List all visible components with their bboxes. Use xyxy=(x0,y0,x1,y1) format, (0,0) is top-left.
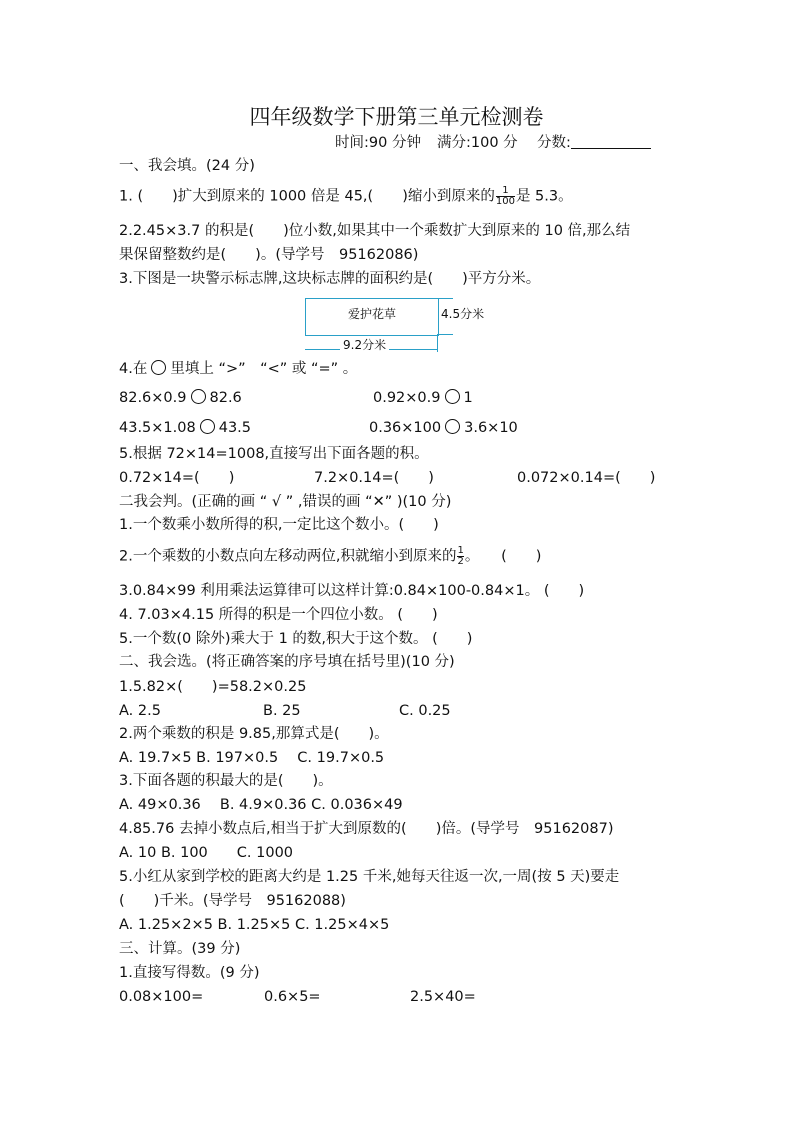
right-expr: 43.5 xyxy=(218,420,252,436)
s1-q3: 3.下图是一块警示标志牌,这块标志牌的面积约是( )平方分米。 xyxy=(119,271,541,287)
compare-item xyxy=(373,388,473,408)
s3-q2-options: A. 19.7×5 B. 197×0.5 C. 19.7×0.5 xyxy=(119,750,385,766)
denominator: 2 xyxy=(457,556,464,567)
tick xyxy=(437,336,438,352)
tick xyxy=(437,298,453,299)
section-2-heading: 二我会判。(正确的画 “ √ ” ,错误的画 “✕” )(10 分) xyxy=(119,494,452,510)
s2-q2 xyxy=(119,546,541,567)
calc-item: 0.08×100= xyxy=(119,989,204,1005)
section-4-heading: 三、计算。(39 分) xyxy=(119,941,241,957)
left-expr: 43.5×1.08 xyxy=(119,420,196,436)
score-label: 分数: xyxy=(537,135,571,151)
q5-item: 7.2×0.14=( ) xyxy=(314,470,434,486)
fraction xyxy=(496,186,515,207)
section-1-heading: 一、我会填。(24 分) xyxy=(119,158,255,174)
q5-item: 0.72×14=( ) xyxy=(119,470,235,486)
s3-q4: 4.85.76 去掉小数点后,相当于扩大到原数的( )倍。(导学号 95162087) xyxy=(119,821,614,837)
score-field xyxy=(537,133,651,153)
width-label: 9.2分米 xyxy=(340,336,389,353)
calc-item: 2.5×40= xyxy=(410,989,476,1005)
height-label: 4.5分米 xyxy=(441,307,485,321)
s3-q5b: ( )千米。(导学号 95162088) xyxy=(119,893,346,909)
sign-diagram xyxy=(305,298,439,336)
s3-q5-options: A. 1.25×2×5 B. 1.25×5 C. 1.25×4×5 xyxy=(119,917,390,933)
s3-q3: 3.下面各题的积最大的是( )。 xyxy=(119,773,333,789)
s1-q2b: 果保留整数约是( )。(导学号 95162086) xyxy=(119,247,419,263)
s1-q4 xyxy=(119,359,357,379)
circle-icon xyxy=(445,389,460,404)
q4-text: 4.在 xyxy=(119,361,148,377)
s1-q2a: 2.2.45×3.7 的积是( )位小数,如果其中一个乘数扩大到原来的 10 倍,那么结 xyxy=(119,223,631,239)
q5-item: 0.072×0.14=( ) xyxy=(517,470,656,486)
height-arrow xyxy=(438,298,439,336)
meta-full: 满分:100 分 xyxy=(437,135,518,151)
right-expr: 3.6×10 xyxy=(464,420,518,436)
page-title: 四年级数学下册第三单元检测卷 xyxy=(249,105,544,129)
left-expr: 0.92×0.9 xyxy=(373,390,441,406)
s4-q1: 1.直接写得数。(9 分) xyxy=(119,965,260,981)
s2-q4: 4. 7.03×4.15 所得的积是一个四位小数。 ( ) xyxy=(119,607,438,623)
fraction xyxy=(457,546,463,567)
right-expr: 82.6 xyxy=(209,390,242,406)
q4-text-end: 里填上 “>” “<” 或 “=” 。 xyxy=(170,361,358,377)
meta-time: 时间:90 分钟 xyxy=(335,135,421,151)
denominator: 100 xyxy=(495,196,515,207)
section-3-heading: 二、我会选。(将正确答案的序号填在括号里)(10 分) xyxy=(119,654,455,670)
q2-text-end: 。 ( ) xyxy=(464,548,542,565)
q1-text-end: 是 5.3。 xyxy=(515,188,573,205)
option: C. 0.25 xyxy=(399,703,451,719)
option: A. 2.5 xyxy=(119,703,161,719)
s1-q1 xyxy=(119,186,573,207)
s3-q4-options: A. 10 B. 100 C. 1000 xyxy=(119,845,294,861)
left-expr: 0.36×100 xyxy=(369,420,442,436)
compare-item xyxy=(119,388,242,408)
right-expr: 1 xyxy=(463,390,473,406)
calc-item: 0.6×5= xyxy=(264,989,321,1005)
s3-q5a: 5.小红从家到学校的距离大约是 1.25 千米,她每天往返一次,一周(按 5 天)要走 xyxy=(119,869,620,885)
option: B. 25 xyxy=(263,703,301,719)
s2-q1: 1.一个数乘小数所得的积,一定比这个数小。( ) xyxy=(119,517,439,533)
compare-item xyxy=(369,418,518,438)
q1-text: 1. ( )扩大到原来的 1000 倍是 45,( )缩小到原来的 xyxy=(119,188,495,205)
sign-text: 爱护花草 xyxy=(347,307,396,321)
s2-q3: 3.0.84×99 利用乘法运算律可以这样计算:0.84×100-0.84×1。 ( ) xyxy=(119,583,585,599)
circle-icon xyxy=(200,419,215,434)
s3-q3-options: A. 49×0.36 B. 4.9×0.36 C. 0.036×49 xyxy=(119,797,403,813)
circle-icon xyxy=(151,360,166,375)
left-expr: 82.6×0.9 xyxy=(119,390,187,406)
s3-q1: 1.5.82×( )=58.2×0.25 xyxy=(119,679,307,695)
circle-icon xyxy=(191,389,206,404)
s2-q5: 5.一个数(0 除外)乘大于 1 的数,积大于这个数。 ( ) xyxy=(119,631,473,647)
compare-item xyxy=(119,418,251,438)
s1-q5: 5.根据 72×14=1008,直接写出下面各题的积。 xyxy=(119,446,429,462)
s3-q2: 2.两个乘数的积是 9.85,那算式是( )。 xyxy=(119,726,389,742)
score-blank xyxy=(571,134,651,149)
tick xyxy=(437,334,453,335)
q2-text: 2.一个乘数的小数点向左移动两位,积就缩小到原来的 xyxy=(119,548,457,565)
numerator: 1 xyxy=(496,186,515,197)
circle-icon xyxy=(445,419,460,434)
numerator: 1 xyxy=(457,545,464,556)
